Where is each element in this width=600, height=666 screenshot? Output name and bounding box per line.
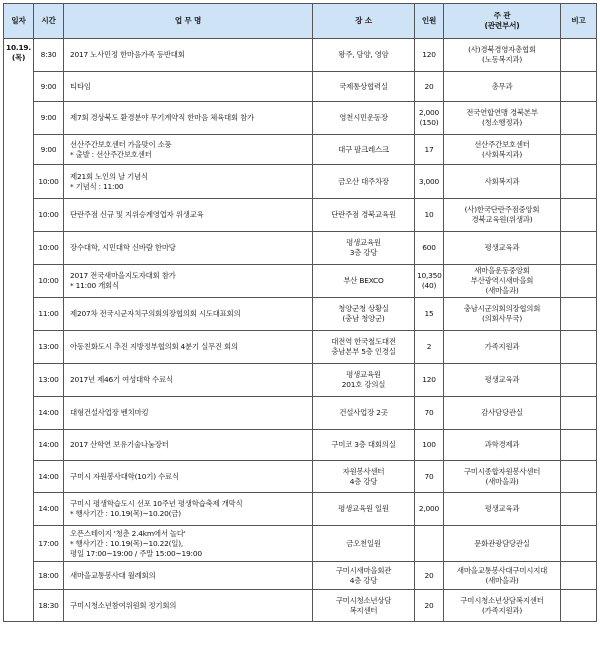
time-cell — [34, 590, 64, 622]
people-cell — [415, 165, 444, 199]
note-cell — [561, 430, 597, 461]
task-cell-text: 구미시 평생학습도시 선포 10주년 평생학습축제 개막식 — [70, 499, 243, 508]
people-cell — [415, 430, 444, 461]
host-cell-text: (새마을과) — [485, 286, 519, 295]
task-cell — [64, 461, 313, 493]
people-cell — [415, 461, 444, 493]
place-cell-text: 201호 강의실 — [341, 380, 386, 389]
table-row — [4, 298, 597, 331]
task-cell — [64, 72, 313, 102]
schedule-table — [3, 3, 597, 622]
place-cell — [313, 265, 415, 298]
time-cell-text: 10:00 — [38, 243, 59, 252]
header-task: 업 무 명 — [64, 4, 313, 39]
place-cell-text: 평생교육원 — [346, 370, 381, 379]
place-cell — [313, 461, 415, 493]
people-cell — [415, 526, 444, 562]
time-cell — [34, 364, 64, 397]
people-cell-text: (150) — [419, 118, 439, 127]
host-cell-text: 평생교육과 — [484, 243, 520, 252]
table-row — [4, 72, 597, 102]
host-cell-text: 전국연합연맹 경북본부 — [466, 108, 538, 117]
note-cell — [561, 265, 597, 298]
people-cell-text: 15 — [424, 309, 434, 318]
task-cell-text: 2017 전국새마을지도자대회 참가 — [70, 271, 176, 280]
note-cell — [561, 298, 597, 331]
people-cell-text: 100 — [422, 440, 436, 449]
people-cell-text: 17 — [424, 144, 434, 154]
people-cell-text: 20 — [424, 81, 434, 91]
task-cell-text: 장수대학, 시민대학 신바람 한마당 — [70, 243, 176, 252]
host-cell — [444, 364, 561, 397]
time-cell — [34, 102, 64, 135]
people-cell — [415, 102, 444, 135]
host-cell — [444, 265, 561, 298]
task-cell-text: 아동친화도시 추진 지방정부협의회 4분기 실무진 회의 — [70, 342, 238, 351]
place-cell — [313, 590, 415, 622]
task-cell — [64, 430, 313, 461]
host-cell-text: 부산광역시새마을회 — [470, 276, 534, 285]
schedule-body — [4, 39, 597, 622]
host-cell — [444, 526, 561, 562]
date-cell — [4, 39, 34, 622]
host-cell-text: 문화관광담당관실 — [474, 538, 530, 548]
table-row — [4, 430, 597, 461]
header-host-label: 주 관 — [493, 11, 511, 20]
task-cell — [64, 165, 313, 199]
people-cell — [415, 298, 444, 331]
host-cell — [444, 397, 561, 430]
time-cell — [34, 397, 64, 430]
task-cell — [64, 590, 313, 622]
date-text: 10.19. — [6, 43, 31, 52]
place-cell-text: 구미시새마을회관 — [335, 565, 392, 575]
task-cell-text: 2017 노사민정 한마음가족 등반대회 — [70, 50, 185, 59]
header-people: 인원 — [415, 4, 444, 39]
note-cell — [561, 39, 597, 72]
place-cell-text: 건설사업장 2곳 — [339, 408, 388, 417]
place-cell-text: 4층 강당 — [349, 575, 378, 585]
host-cell-text: (노동복지과) — [481, 55, 523, 64]
table-row — [4, 493, 597, 526]
task-cell-text: 2017년 제46기 여성대학 수료식 — [70, 375, 173, 384]
people-cell-text: 120 — [422, 375, 436, 384]
host-cell-text: 새마을교통봉사대구미시지대 — [456, 565, 548, 575]
table-row — [4, 232, 597, 265]
task-cell — [64, 397, 313, 430]
task-cell — [64, 493, 313, 526]
time-cell — [34, 199, 64, 232]
host-cell-text: 평생교육과 — [484, 504, 520, 513]
place-cell — [313, 102, 415, 135]
people-cell — [415, 331, 444, 364]
note-cell — [561, 526, 597, 562]
note-cell — [561, 135, 597, 165]
table-row — [4, 526, 597, 562]
time-cell-text: 18:00 — [38, 570, 59, 580]
time-cell — [34, 165, 64, 199]
time-cell-text: 8:30 — [40, 50, 57, 59]
time-cell-text: 13:00 — [38, 342, 59, 351]
host-cell — [444, 39, 561, 72]
task-cell-text: 제7회 경상북도 환경분야 무기계약직 한마음 체육대회 참가 — [70, 113, 254, 122]
time-cell-text: 14:00 — [38, 408, 59, 417]
people-cell-text: 10 — [424, 210, 434, 219]
task-cell-text: * 출발 : 선산주간보호센터 — [70, 149, 152, 159]
task-cell-text: 대형건설사업장 벤치마킹 — [70, 408, 149, 417]
time-cell — [34, 39, 64, 72]
host-cell-text: 감사담당관실 — [481, 408, 523, 417]
people-cell — [415, 135, 444, 165]
note-cell — [561, 461, 597, 493]
note-cell — [561, 165, 597, 199]
table-row — [4, 135, 597, 165]
time-cell — [34, 430, 64, 461]
task-cell-text: * 11:00 개회식 — [70, 281, 119, 290]
note-cell — [561, 199, 597, 232]
note-cell — [561, 397, 597, 430]
task-cell — [64, 135, 313, 165]
task-cell — [64, 265, 313, 298]
task-cell — [64, 526, 313, 562]
place-cell-text: 평생교육원 — [346, 238, 381, 247]
people-cell — [415, 39, 444, 72]
time-cell-text: 13:00 — [38, 375, 59, 384]
host-cell — [444, 199, 561, 232]
header-host-sub: (관련부서) — [484, 21, 520, 30]
time-cell — [34, 298, 64, 331]
host-cell-text: (청소행정과) — [481, 118, 523, 127]
task-cell — [64, 298, 313, 331]
time-cell — [34, 331, 64, 364]
host-cell — [444, 331, 561, 364]
host-cell-text: (사)경북경영자총협회 — [468, 45, 536, 54]
host-cell-text: 가족지원과 — [484, 342, 520, 351]
people-cell — [415, 397, 444, 430]
place-cell — [313, 331, 415, 364]
people-cell — [415, 364, 444, 397]
task-cell-text: * 행사기간 : 10.19(목)~10.22(일), — [70, 538, 184, 548]
people-cell-text: 3,000 — [418, 176, 440, 186]
time-cell-text: 14:00 — [38, 504, 59, 513]
time-cell — [34, 562, 64, 590]
host-cell-text: 구미시종합자원봉사센터 — [463, 466, 541, 476]
place-cell-text: 금오천일원 — [346, 538, 381, 548]
time-cell — [34, 265, 64, 298]
time-cell-text: 9:00 — [40, 113, 57, 122]
place-cell-text: 3층 강당 — [349, 248, 378, 257]
time-cell-text: 14:00 — [38, 440, 59, 449]
host-cell-text: (새마을과) — [485, 476, 519, 486]
task-cell-text: 제207차 전국시군자치구의회의장협의회 시도대표회의 — [70, 309, 241, 318]
note-cell — [561, 562, 597, 590]
time-cell — [34, 526, 64, 562]
people-cell — [415, 562, 444, 590]
place-cell — [313, 562, 415, 590]
task-cell-text: 구미시청소년참여위원회 정기회의 — [70, 600, 177, 610]
time-cell — [34, 461, 64, 493]
place-cell-text: 복지센터 — [349, 605, 378, 615]
host-cell-text: 총무과 — [491, 81, 513, 91]
header-date: 일자 — [4, 4, 34, 39]
place-cell-text: (충남 청양군) — [342, 314, 385, 323]
task-cell — [64, 331, 313, 364]
table-row — [4, 461, 597, 493]
people-cell-text: 70 — [424, 408, 434, 417]
people-cell-text: 2,000 — [418, 108, 440, 117]
host-cell-text: 충남시군의회의장협의회 — [463, 304, 541, 313]
date-text: (목) — [11, 53, 26, 62]
place-cell-text: 구미코 3층 대회의실 — [331, 440, 396, 449]
place-cell — [313, 199, 415, 232]
task-cell-text: 평일 17:00~19:00 / 주말 15:00~19:00 — [70, 548, 202, 558]
place-cell-text: 4층 강당 — [349, 476, 378, 486]
place-cell-text: 금오산 대주차장 — [338, 176, 389, 186]
place-cell-text: 청양군청 상황실 — [338, 304, 389, 313]
header-note: 비고 — [561, 4, 597, 39]
time-cell-text: 9:00 — [40, 81, 57, 91]
people-cell-text: 120 — [422, 50, 436, 59]
place-cell-text: 영천시민운동장 — [339, 113, 388, 122]
place-cell-text: 평생교육원 일원 — [338, 504, 389, 513]
time-cell-text: 17:00 — [38, 538, 59, 548]
time-cell — [34, 232, 64, 265]
host-cell — [444, 430, 561, 461]
task-cell-text: 구미시 자원봉사대학(10기) 수료식 — [70, 471, 179, 481]
note-cell — [561, 72, 597, 102]
place-cell — [313, 232, 415, 265]
host-cell-text: (사)한국단란주점중앙회 — [464, 205, 540, 214]
task-cell-text: 오픈스테이지 '청춘 2.4km에서 놀다' — [70, 528, 186, 538]
task-cell-text: * 기념식 : 11:00 — [70, 181, 124, 191]
host-cell-text: (새마을과) — [485, 575, 519, 585]
people-cell-text: 10,350 — [417, 271, 442, 280]
people-cell-text: 2,000 — [418, 504, 440, 513]
note-cell — [561, 102, 597, 135]
time-cell-text: 18:30 — [38, 600, 59, 610]
table-row — [4, 331, 597, 364]
table-row — [4, 102, 597, 135]
table-row — [4, 562, 597, 590]
place-cell — [313, 430, 415, 461]
header-place: 장 소 — [313, 4, 415, 39]
host-cell-text: 새마을운동중앙회 — [474, 266, 530, 275]
time-cell-text: 10:00 — [38, 176, 59, 186]
place-cell-text: 충남본부 5층 인경실 — [331, 347, 396, 356]
host-cell — [444, 493, 561, 526]
time-cell — [34, 72, 64, 102]
place-cell — [313, 135, 415, 165]
task-cell-text: 단란주점 신규 및 지위승계영업자 위생교육 — [70, 210, 204, 219]
place-cell-text: 왕주, 담양, 영암 — [338, 50, 389, 59]
host-cell-text: 선산주간보호센터 — [474, 139, 530, 149]
header-time: 시간 — [34, 4, 64, 39]
people-cell — [415, 590, 444, 622]
people-cell-text: 20 — [424, 570, 434, 580]
note-cell — [561, 364, 597, 397]
note-cell — [561, 232, 597, 265]
host-cell-text: 평생교육과 — [484, 375, 520, 384]
place-cell — [313, 526, 415, 562]
table-row — [4, 165, 597, 199]
people-cell — [415, 265, 444, 298]
task-cell — [64, 102, 313, 135]
table-row — [4, 590, 597, 622]
place-cell-text: 자원봉사센터 — [342, 466, 385, 476]
time-cell-text: 11:00 — [38, 309, 59, 318]
people-cell-text: (40) — [421, 281, 437, 290]
host-cell — [444, 232, 561, 265]
people-cell-text: 70 — [424, 471, 434, 481]
host-cell — [444, 590, 561, 622]
task-cell-text: 티타임 — [70, 81, 91, 91]
host-cell-text: 과학경제과 — [484, 440, 520, 449]
place-cell — [313, 72, 415, 102]
table-row — [4, 265, 597, 298]
place-cell-text: 국제통상협력실 — [339, 81, 388, 91]
time-cell-text: 10:00 — [38, 210, 59, 219]
host-cell-text: (사회복지과) — [481, 149, 523, 159]
host-cell — [444, 165, 561, 199]
host-cell — [444, 461, 561, 493]
host-cell-text: 구미시청소년상담복지센터 — [460, 595, 544, 605]
host-cell-text: (의회사무국) — [481, 314, 523, 323]
people-cell-text: 2 — [426, 342, 432, 351]
people-cell-text: 20 — [424, 600, 434, 610]
task-cell — [64, 199, 313, 232]
time-cell-text: 10:00 — [38, 276, 59, 285]
people-cell — [415, 199, 444, 232]
host-cell-text: (가족지원과) — [481, 605, 523, 615]
table-row — [4, 199, 597, 232]
task-cell — [64, 39, 313, 72]
task-cell-text: * 행사기간 : 10.19(목)~10.20(금) — [70, 509, 181, 518]
place-cell — [313, 165, 415, 199]
host-cell — [444, 298, 561, 331]
task-cell-text: 2017 산학연 보유기술나눔장터 — [70, 440, 169, 449]
table-row — [4, 39, 597, 72]
note-cell — [561, 331, 597, 364]
task-cell-text: 선산주간보호센터 가을맞이 소풍 — [70, 139, 172, 149]
host-cell — [444, 562, 561, 590]
place-cell — [313, 493, 415, 526]
task-cell-text: 제21회 노인의 날 기념식 — [70, 171, 148, 181]
task-cell-text: 새마을교통봉사대 월례회의 — [70, 570, 156, 580]
note-cell — [561, 493, 597, 526]
place-cell — [313, 397, 415, 430]
people-cell — [415, 493, 444, 526]
host-cell — [444, 135, 561, 165]
people-cell — [415, 232, 444, 265]
note-cell — [561, 590, 597, 622]
time-cell-text: 14:00 — [38, 471, 59, 481]
host-cell — [444, 102, 561, 135]
task-cell — [64, 562, 313, 590]
place-cell — [313, 39, 415, 72]
place-cell-text: 단란주점 경북교육원 — [331, 210, 396, 219]
time-cell-text: 9:00 — [40, 144, 57, 154]
table-row — [4, 397, 597, 430]
people-cell — [415, 72, 444, 102]
place-cell-text: 부산 BEXCO — [343, 276, 384, 285]
place-cell — [313, 298, 415, 331]
time-cell — [34, 493, 64, 526]
header-row — [4, 4, 597, 39]
place-cell-text: 대구 팔크레스크 — [338, 144, 389, 154]
place-cell-text: 대전역 한국철도대전 — [331, 337, 396, 346]
header-host — [444, 4, 561, 39]
place-cell — [313, 364, 415, 397]
host-cell-text: 사회복지과 — [484, 176, 520, 186]
people-cell-text: 600 — [422, 243, 436, 252]
schedule-document — [3, 3, 596, 663]
table-row — [4, 364, 597, 397]
time-cell — [34, 135, 64, 165]
host-cell — [444, 72, 561, 102]
task-cell — [64, 364, 313, 397]
task-cell — [64, 232, 313, 265]
host-cell-text: 경북교육원(위생과) — [471, 215, 533, 224]
place-cell-text: 구미시청소년상담 — [335, 595, 392, 605]
